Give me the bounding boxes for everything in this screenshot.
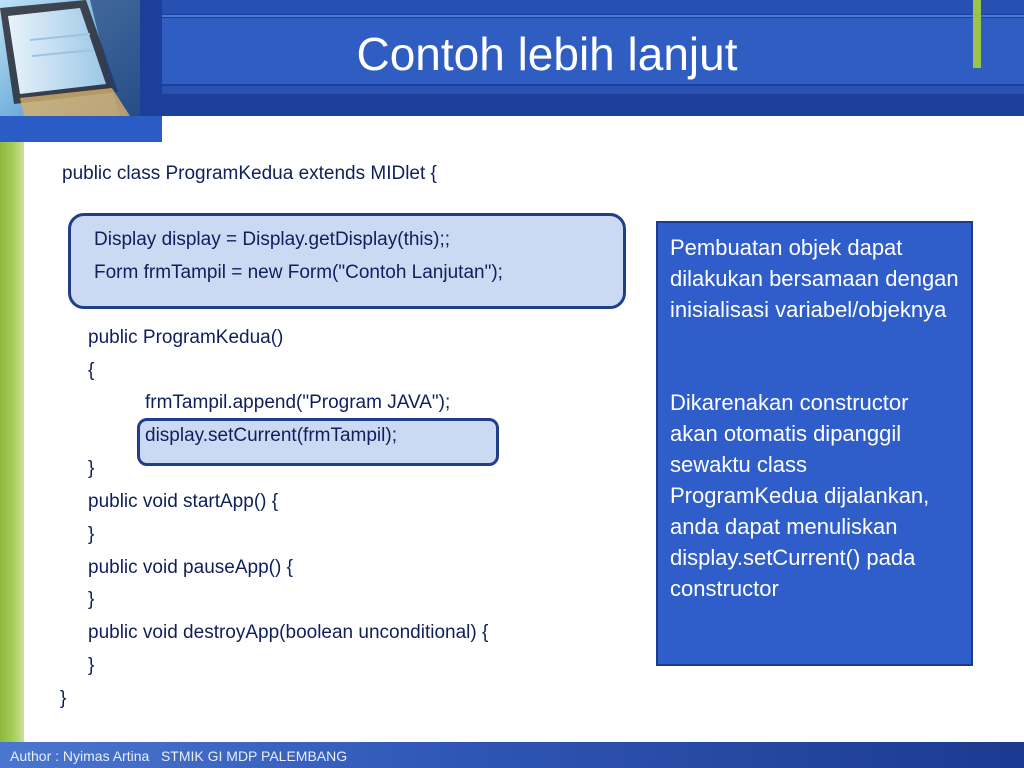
accent-green-bar [973, 0, 981, 68]
code-line: public class ProgramKedua extends MIDlet { [62, 163, 437, 184]
monitor-picture-svg [0, 0, 140, 116]
code-line: } [60, 688, 67, 709]
code-line: { [88, 360, 95, 381]
header-lower-stripe [160, 86, 1024, 94]
code-line: } [88, 655, 95, 676]
code-line: frmTampil.append("Program JAVA"); [145, 392, 451, 413]
code-line: } [88, 589, 95, 610]
code-line: } [88, 458, 95, 479]
code-line: public void pauseApp() { [88, 557, 293, 578]
code-line: display.setCurrent(frmTampil); [145, 425, 397, 446]
code-highlight-box [68, 213, 626, 309]
code-line: Display display = Display.getDisplay(this);; [94, 229, 451, 250]
slide-title: Contoh lebih lanjut [356, 28, 738, 80]
left-green-bar [0, 142, 24, 742]
code-line: } [88, 524, 95, 545]
callout-paragraph: Dikarenakan constructor akan otomatis dipanggil sewaktu class ProgramKedua dijalankan, anda dapat menuliskan display.setCurrent() pada constructor [670, 390, 930, 601]
header-stripe-line [160, 15, 1024, 17]
code-line: public void destroyApp(boolean unconditional) { [88, 622, 489, 643]
callout-paragraph: Pembuatan objek dapat dilakukan bersamaan dengan inisialisasi variabel/objeknya [670, 235, 959, 322]
footer-author: Author : Nyimas Artina STMIK GI MDP PALEMBANG [10, 748, 348, 764]
code-line: public ProgramKedua() [88, 327, 284, 348]
left-blue-block [0, 116, 162, 142]
explanation-callout [656, 221, 973, 666]
code-line: public void startApp() { [88, 491, 279, 512]
code-line: Form frmTampil = new Form("Contoh Lanjutan"); [94, 262, 503, 283]
monitor-picture-icon [0, 0, 140, 116]
header-stripe [160, 0, 1024, 14]
